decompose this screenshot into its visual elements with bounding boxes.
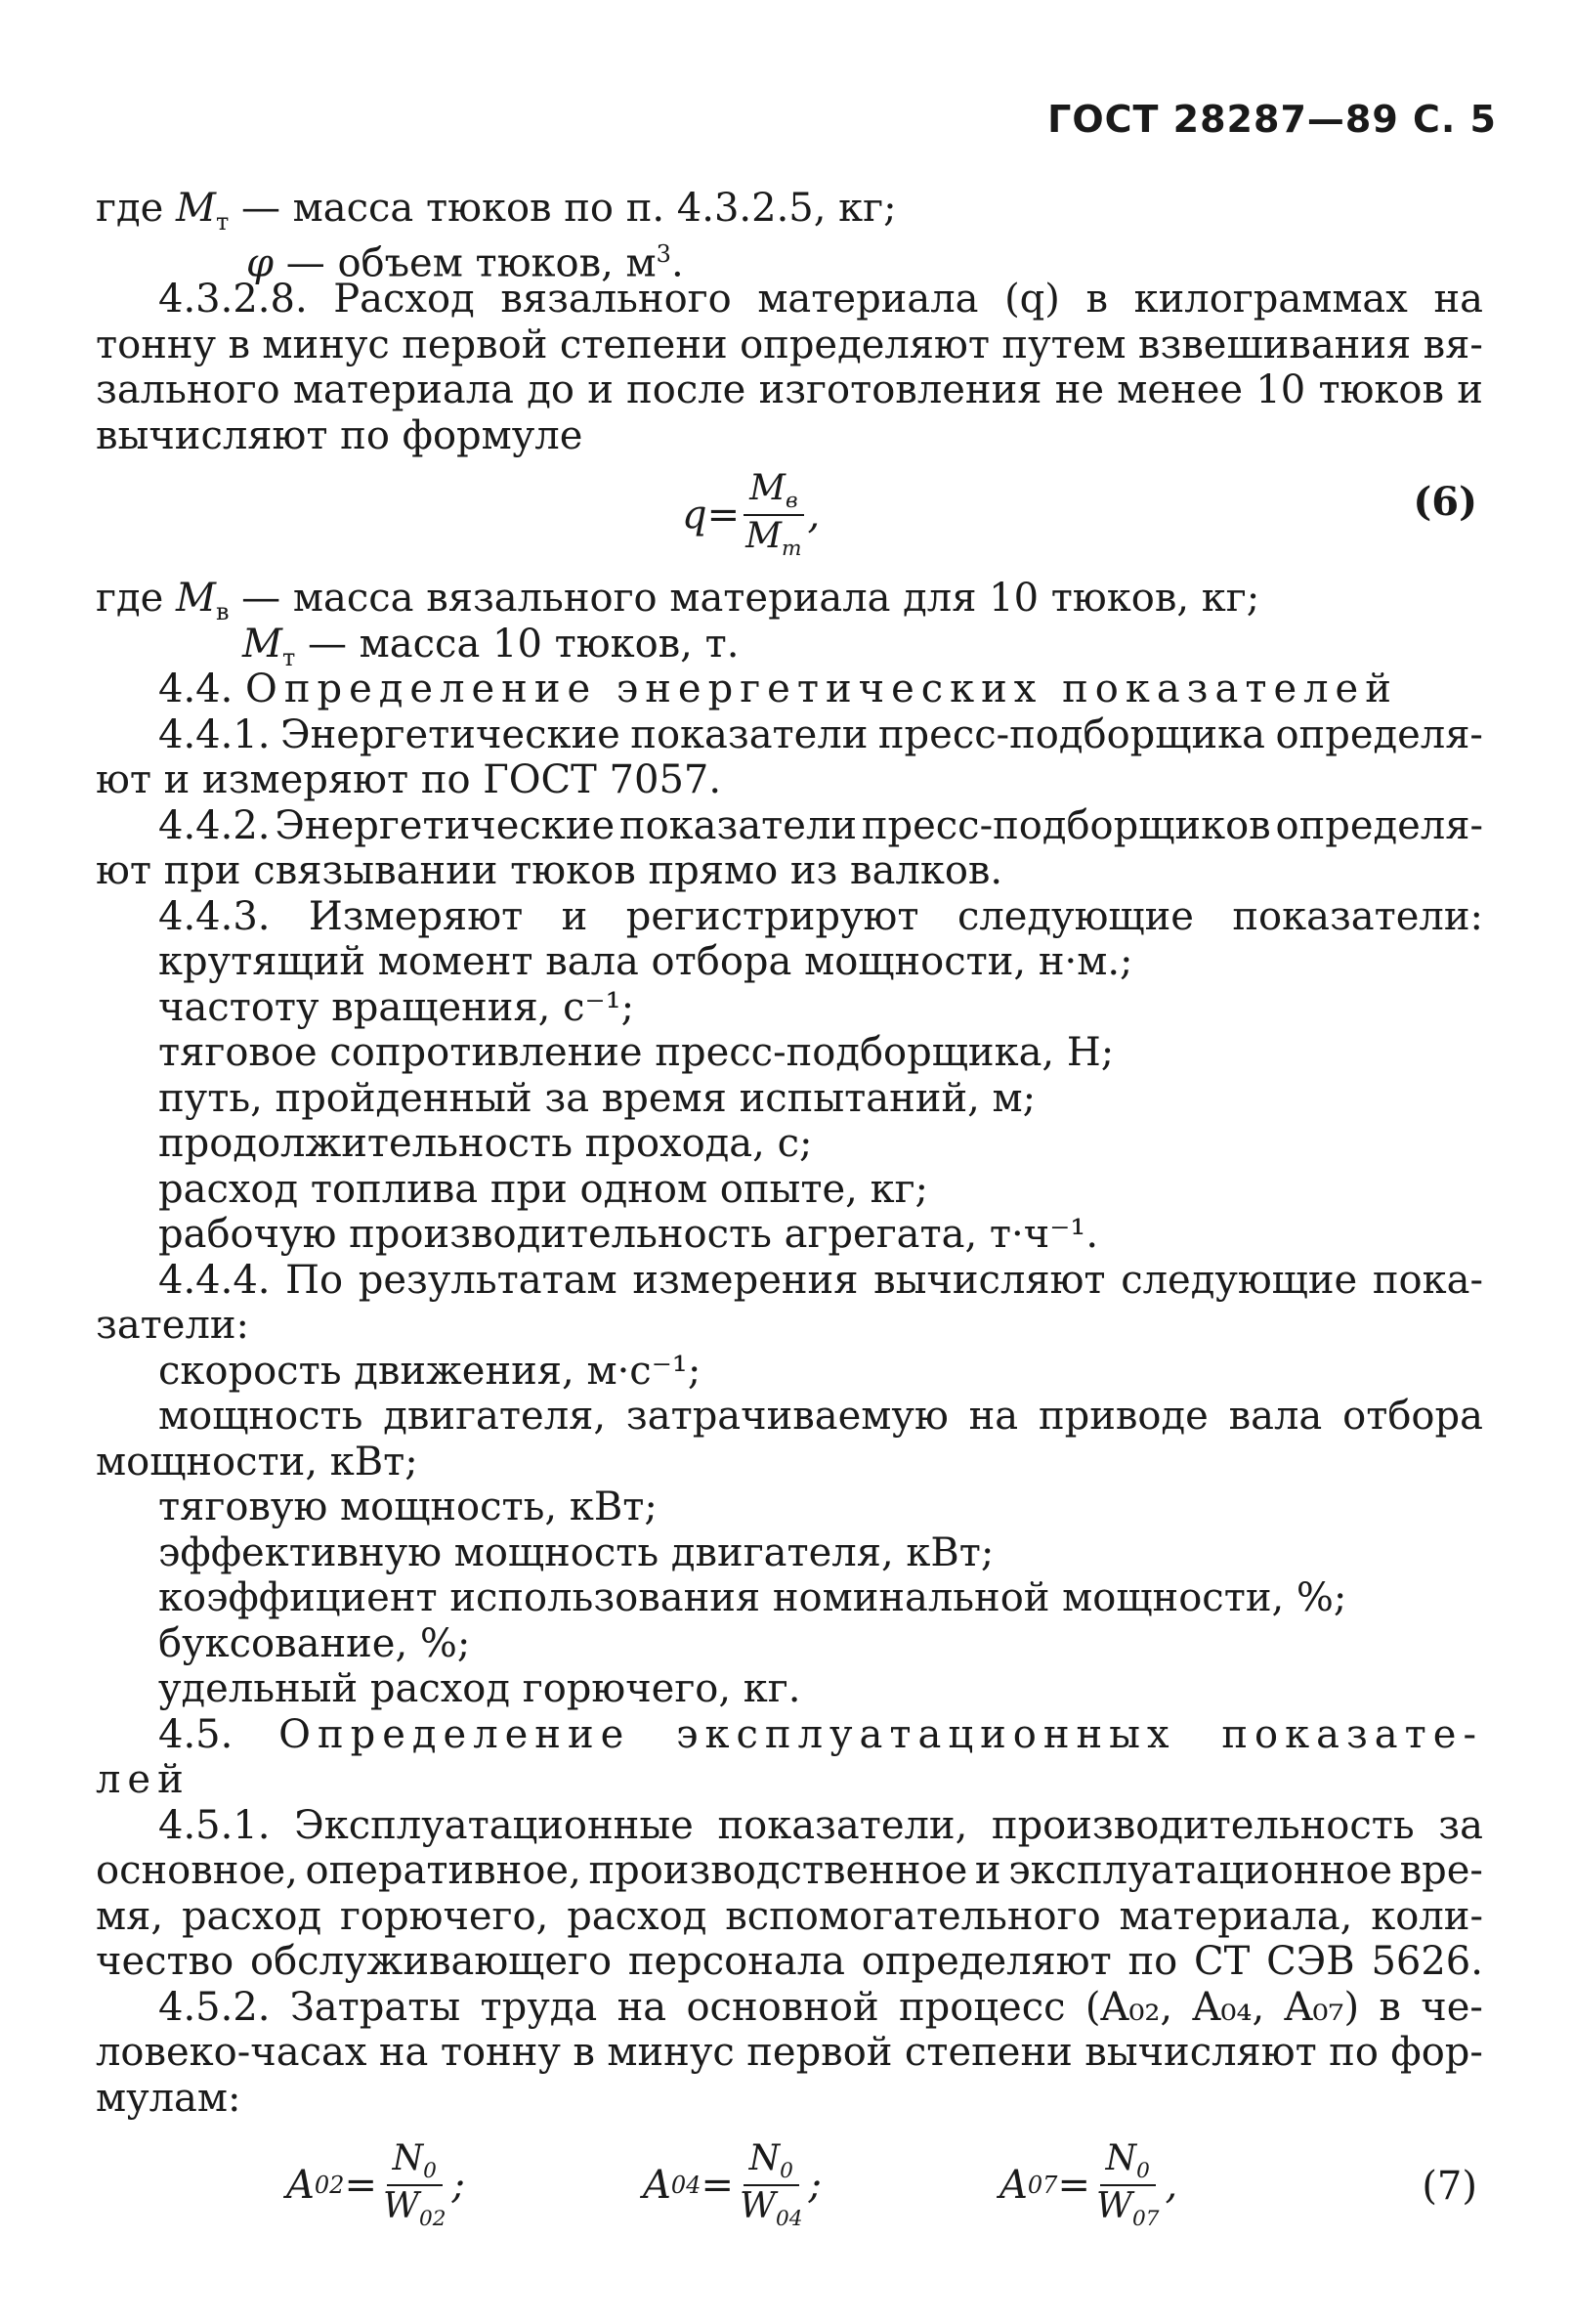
variable: M xyxy=(749,468,786,508)
subscript: 07 xyxy=(1027,2171,1058,2199)
paragraph-line xyxy=(96,323,1483,368)
text: где xyxy=(96,576,176,621)
word: 10 xyxy=(1255,367,1306,412)
subscript: в xyxy=(215,598,230,625)
variable: A xyxy=(999,2162,1028,2208)
text: — масса вязального материала для 10 тюков, кг; xyxy=(229,576,1260,621)
word: по xyxy=(1329,2030,1379,2075)
variable: M xyxy=(175,186,216,231)
formula-7-row xyxy=(96,2138,1483,2265)
word: СЭВ xyxy=(1266,1939,1355,1984)
variable: φ xyxy=(246,239,275,285)
word: вя- xyxy=(1423,322,1483,367)
definition-line xyxy=(96,576,1483,625)
page-header: ГОСТ 28287—89 С. 5 xyxy=(1047,98,1497,141)
word: и xyxy=(587,367,614,412)
variable: M xyxy=(175,576,216,621)
word: фор- xyxy=(1390,2030,1483,2075)
paragraph-line: вычисляют по формуле xyxy=(96,412,583,458)
document-body xyxy=(96,186,1483,2265)
word: двигателя, xyxy=(383,1394,607,1439)
word: зального xyxy=(96,367,280,412)
word: производительность xyxy=(991,1802,1415,1848)
denominator xyxy=(734,2186,809,2232)
word: менее xyxy=(1117,367,1244,412)
word: расход xyxy=(567,1893,707,1939)
word: A₀₄, xyxy=(1192,1984,1265,2030)
paragraph-line xyxy=(96,367,1483,413)
section-heading xyxy=(96,667,1483,712)
word: в xyxy=(1085,277,1109,322)
list-item: рабочую производительность агрегата, т·ч⁻¹. xyxy=(158,1212,1099,1257)
word: килограммах xyxy=(1133,277,1408,322)
word: взвешивания xyxy=(1137,322,1412,367)
list-item: продолжительность прохода, с; xyxy=(158,1121,813,1166)
superscript: 3 xyxy=(656,239,671,268)
subscript: 02 xyxy=(314,2171,345,2199)
word: приводе xyxy=(1038,1394,1209,1439)
subscript: т xyxy=(782,537,802,562)
word: (A₀₂, xyxy=(1084,1984,1173,2030)
denominator xyxy=(377,2186,452,2232)
word: пока- xyxy=(1372,1257,1483,1303)
subscript: в xyxy=(785,489,798,514)
subscript: 04 xyxy=(670,2171,701,2199)
word: следующие xyxy=(1121,1257,1358,1303)
word: материала, xyxy=(1119,1893,1353,1939)
variable: M xyxy=(242,621,282,667)
word: в xyxy=(228,322,251,367)
word: определяют xyxy=(740,322,990,367)
word: первой xyxy=(746,2030,893,2075)
list-item: скорость движения, м·с⁻¹; xyxy=(158,1348,701,1394)
word: до xyxy=(527,367,574,412)
word: процесс xyxy=(898,1984,1066,2030)
word: Расход xyxy=(333,277,475,322)
variable: W xyxy=(1095,2186,1132,2227)
list-item: расход топлива при одном опыте, кг; xyxy=(158,1166,929,1212)
word: горючего, xyxy=(339,1893,549,1939)
equals: = xyxy=(1057,2162,1090,2208)
word: показатели, xyxy=(717,1802,968,1848)
word: степени xyxy=(904,2030,1073,2075)
subscript: т xyxy=(215,208,230,236)
paragraph-line xyxy=(96,1258,1483,1304)
equals: = xyxy=(701,2162,734,2208)
word: не xyxy=(1054,367,1105,412)
word: определя- xyxy=(1275,711,1483,757)
variable: M xyxy=(745,516,782,557)
word: 4.4.2. xyxy=(158,802,271,848)
fraction xyxy=(1090,2138,1166,2232)
word: регистрируют xyxy=(625,893,919,939)
word: Эксплуатационные xyxy=(294,1802,694,1848)
list-item: коэффициент использования номинальной мощности, %; xyxy=(158,1575,1347,1620)
word: расход xyxy=(181,1893,322,1939)
word: Затраты xyxy=(289,1984,461,2030)
word: вала xyxy=(1228,1394,1323,1439)
word: труда xyxy=(480,1984,598,2030)
word: 4.4.3. xyxy=(158,893,271,939)
variable: A xyxy=(643,2162,671,2208)
word: коли- xyxy=(1371,1893,1483,1939)
word: вре- xyxy=(1399,1848,1483,1893)
word: основное, xyxy=(96,1848,298,1893)
word: затрачиваемую xyxy=(625,1394,949,1439)
variable: A xyxy=(286,2162,315,2208)
word: показатели: xyxy=(1232,893,1483,939)
measured-list xyxy=(96,939,1483,1258)
word: по xyxy=(1127,1939,1178,1984)
word: определяют xyxy=(861,1939,1112,1984)
word: на xyxy=(1433,277,1483,322)
word: на xyxy=(968,1394,1019,1439)
word: за xyxy=(1438,1802,1483,1848)
text: — объем тюков, м xyxy=(274,239,657,285)
subscript: 02 xyxy=(418,2207,446,2232)
subscript: 0 xyxy=(780,2159,793,2184)
definition-line xyxy=(96,186,1483,236)
paragraph-line xyxy=(96,1939,1483,1985)
denominator xyxy=(1090,2186,1166,2232)
word: тонну xyxy=(96,322,217,367)
word: путем xyxy=(1001,322,1127,367)
formula-7c xyxy=(999,2138,1177,2232)
word: следующие xyxy=(957,893,1194,939)
equation-number: (6) xyxy=(1413,479,1477,525)
text: — масса тюков по п. 4.3.2.5, кг; xyxy=(229,186,897,231)
word: пресс-подборщиков xyxy=(861,802,1271,848)
formula-tail: ; xyxy=(808,2162,822,2208)
paragraph-line xyxy=(96,1985,1483,2031)
section-heading-cont: лей xyxy=(96,1757,191,1802)
subscript: 0 xyxy=(1136,2159,1150,2184)
list-item xyxy=(96,1394,1483,1440)
word: че- xyxy=(1421,1984,1483,2030)
section-title-word: Определение xyxy=(278,1711,631,1757)
text: — масса 10 тюков, т. xyxy=(295,621,740,667)
variable: W xyxy=(739,2186,776,2227)
word: пресс-подборщика xyxy=(877,711,1265,757)
section-title-word: показате- xyxy=(1221,1711,1483,1757)
word: тонну xyxy=(440,2030,561,2075)
word: 4.3.2.8. xyxy=(158,277,308,322)
word: 4.4.1. xyxy=(158,711,271,757)
word: мя, xyxy=(96,1893,164,1939)
word: 4.5.1. xyxy=(158,1802,271,1848)
word: СТ xyxy=(1194,1939,1251,1984)
list-item: буксование, %; xyxy=(158,1620,471,1666)
formula-tail: , xyxy=(807,492,821,538)
paragraph-line: ют при связывании тюков прямо из валков. xyxy=(96,848,1003,893)
equals: = xyxy=(344,2162,377,2208)
word: и xyxy=(974,1848,1001,1893)
section-number: 4.5. xyxy=(158,1711,234,1757)
word: минус xyxy=(262,322,390,367)
fraction xyxy=(734,2138,809,2232)
word: изготовления xyxy=(758,367,1042,412)
word: на xyxy=(616,1984,667,2030)
word: на xyxy=(378,2030,429,2075)
word: степени xyxy=(559,322,728,367)
text: . xyxy=(670,239,684,285)
paragraph-line xyxy=(96,712,1483,758)
definition-line xyxy=(96,232,1483,285)
paragraph-line xyxy=(96,1894,1483,1940)
word: результатам xyxy=(358,1257,617,1303)
paragraph-line xyxy=(96,277,1483,323)
subscript: 07 xyxy=(1131,2207,1160,2232)
word: и xyxy=(561,893,588,939)
calculated-list xyxy=(96,1485,1483,1712)
word: показатели xyxy=(630,711,869,757)
paragraph-line: ют и измеряют по ГОСТ 7057. xyxy=(96,757,722,802)
section-number: 4.4. xyxy=(158,667,234,711)
subscript: т xyxy=(281,643,296,671)
list-item: крутящий момент вала отбора мощности, н·м.; xyxy=(158,939,1133,984)
word: вычисляют xyxy=(873,1257,1106,1303)
list-item: эффективную мощность двигателя, кВт; xyxy=(158,1529,995,1575)
word: ловеко-часах xyxy=(96,2030,367,2075)
word: основной xyxy=(686,1984,879,2030)
word: Энергетические xyxy=(279,711,620,757)
word: 4.4.4. xyxy=(158,1257,271,1303)
paragraph-line xyxy=(96,2030,1483,2076)
word: чество xyxy=(96,1939,234,1984)
paragraph-line xyxy=(96,803,1483,849)
word: обслуживающего xyxy=(250,1939,613,1984)
paragraph-line xyxy=(96,1803,1483,1849)
equation-number: (7) xyxy=(1422,2164,1477,2209)
list-item: удельный расход горючего, кг. xyxy=(158,1666,801,1711)
variable: N xyxy=(1105,2138,1137,2178)
word: мощность xyxy=(158,1394,363,1439)
word: и xyxy=(1457,367,1483,412)
formula-7b xyxy=(643,2138,822,2232)
formula-tail: , xyxy=(1165,2162,1178,2208)
paragraph-line: затели: xyxy=(96,1303,250,1348)
word: 5626. xyxy=(1371,1939,1483,1984)
word: (q) xyxy=(1004,277,1060,322)
word: тюков xyxy=(1318,367,1445,412)
word: Измеряют xyxy=(308,893,524,939)
paragraph-line xyxy=(96,1848,1483,1894)
list-item: путь, пройденный за время испытаний, м; xyxy=(158,1075,1037,1121)
variable: N xyxy=(748,2138,781,2178)
formula-6-row xyxy=(96,458,1483,576)
fraction xyxy=(740,468,807,562)
formula-tail: ; xyxy=(451,2162,465,2208)
numerator xyxy=(744,468,803,516)
section-heading xyxy=(96,1712,1483,1758)
denominator xyxy=(740,516,807,562)
paragraph-line xyxy=(96,894,1483,940)
word: в xyxy=(573,2030,595,2075)
word: после xyxy=(626,367,746,412)
section-title: Определение энергетических показателей xyxy=(245,667,1398,711)
numerator xyxy=(1100,2138,1156,2186)
word: Энергетические xyxy=(275,802,616,848)
formula-6 xyxy=(682,468,820,562)
text: где xyxy=(96,186,176,231)
word: эксплуатационное xyxy=(1008,1848,1392,1893)
word: показатели xyxy=(618,802,858,848)
word: материала xyxy=(292,367,515,412)
word: По xyxy=(285,1257,344,1303)
subscript: 0 xyxy=(423,2159,437,2184)
numerator xyxy=(387,2138,443,2186)
paragraph-line: мулам: xyxy=(96,2075,241,2121)
word: минус xyxy=(607,2030,735,2075)
word: материала xyxy=(757,277,979,322)
word: определя- xyxy=(1275,802,1483,848)
word: A₀₇) xyxy=(1284,1984,1360,2030)
word: вычисляют xyxy=(1084,2030,1317,2075)
word: 4.5.2. xyxy=(158,1984,271,2030)
subscript: 04 xyxy=(775,2207,803,2232)
formula-7a xyxy=(286,2138,465,2232)
word: первой xyxy=(402,322,548,367)
variable: W xyxy=(382,2186,419,2227)
word: вспомогательного xyxy=(725,1893,1101,1939)
word: оперативное, xyxy=(305,1848,581,1893)
list-item: тяговое сопротивление пресс-подборщика, Н; xyxy=(158,1030,1115,1075)
list-item: частоту вращения, с⁻¹; xyxy=(158,984,635,1030)
word: вязального xyxy=(500,277,732,322)
list-item: тяговую мощность, кВт; xyxy=(158,1485,658,1529)
formula-lhs: q= xyxy=(682,492,741,538)
word: в xyxy=(1379,1984,1401,2030)
word: измерения xyxy=(632,1257,859,1303)
fraction xyxy=(377,2138,452,2232)
definition-line xyxy=(96,621,1483,671)
word: персонала xyxy=(627,1939,846,1984)
variable: N xyxy=(392,2138,424,2178)
numerator xyxy=(744,2138,799,2186)
word: производственное xyxy=(588,1848,968,1893)
list-item: мощности, кВт; xyxy=(96,1439,418,1485)
word: отбора xyxy=(1342,1394,1483,1439)
section-title-word: эксплуатационных xyxy=(676,1711,1176,1757)
